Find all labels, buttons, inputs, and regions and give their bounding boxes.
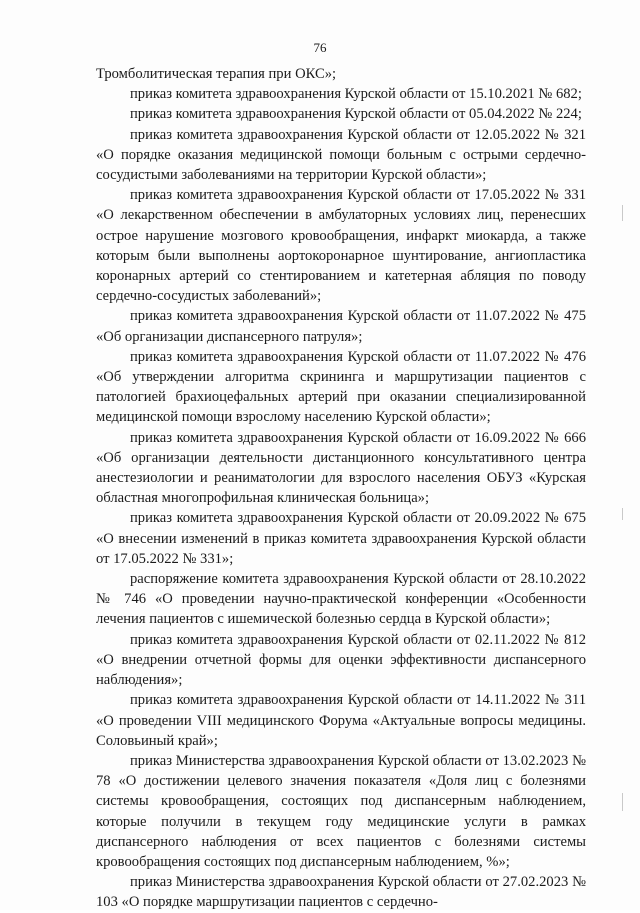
paragraph-order-675: приказ комитета здравоохранения Курской области от 20.09.2022 № 675 «О внесении изменений в приказ комитета здравоохранения Курской области от 17.05.2022 № 331»;	[96, 510, 586, 567]
paragraph-continuation: Тромболитическая терапия при ОКС»;	[96, 66, 337, 82]
paragraph-order-475: приказ комитета здравоохранения Курской области от 11.07.2022 № 475 «Об организации диспансерного патруля»;	[96, 308, 586, 345]
paragraph-order-682: приказ комитета здравоохранения Курской области от 15.10.2021 № 682;	[130, 86, 582, 103]
paragraph-order-78: приказ Министерства здравоохранения Курской области от 13.02.2023 № 78 «О достижении целевого значения показателя «Доля лиц с болезнями системы кровообращения, состоящих под диспансерным наблюдением, которые получили в текущем году медицинские услуги в рамках диспансерного наблюдения от всех пациентов с болезнями системы кровообращения состоящих под диспансерным наблюдением, %»;	[96, 752, 586, 870]
paragraph-decree-746: распоряжение комитета здравоохранения Курской области от 28.10.2022 № 746 «О проведении научно-практической конференции «Особенности лечения пациентов с ишемической болезнью сердца в Курской области»;	[96, 571, 586, 628]
paragraph-order-103: приказ Министерства здравоохранения Курской области от 27.02.2023 № 103 «О порядке маршрутизации пациентов с сердечно-	[96, 874, 586, 911]
paragraph-order-321: приказ комитета здравоохранения Курской области от 12.05.2022 № 321 «О порядке оказания медицинской помощи больным с острыми сердечно-сосудистыми заболеваниями на территории Курской области»;	[96, 126, 586, 184]
paragraph-order-476: приказ комитета здравоохранения Курской области от 11.07.2022 № 476 «Об утверждении алгоритма скрининга и маршрутизации пациентов с патологией брахиоцефальных артерий при оказании специализированной медицинской помощи взрослому населению Курской области»;	[96, 348, 586, 426]
paragraph-order-311: приказ комитета здравоохранения Курской области от 14.11.2022 № 311 «О проведении VIII медицинского Форума «Актуальные вопросы медицины. Соловьиный край»;	[96, 692, 586, 749]
document-body	[96, 64, 586, 913]
scan-artifact-line	[622, 205, 623, 221]
paragraph-order-331: приказ комитета здравоохранения Курской области от 17.05.2022 № 331 «О лекарственном обеспечении в амбулаторных условиях лиц, перенесших острое нарушение мозгового кровообращения, инфаркт миокарда, а также которым были выполнены аортокоронарное шунтирование, ангиопластика коронарных артерий со стентированием и катетерная абляция по поводу сердечно-сосудистых заболеваний»;	[96, 187, 586, 305]
paragraph-order-224: приказ комитета здравоохранения Курской области от 05.04.2022 № 224;	[130, 106, 582, 123]
scan-artifact-line	[622, 508, 623, 520]
page-number: 76	[313, 40, 327, 55]
paragraph-order-666: приказ комитета здравоохранения Курской области от 16.09.2022 № 666 «Об организации деятельности дистанционного консультативного центра анестезиологии и реаниматологии для взрослого населения ОБУЗ «Курская областная многопрофильная клиническая больница»;	[96, 429, 586, 507]
scan-artifact-line	[622, 793, 623, 811]
paragraph-order-812: приказ комитета здравоохранения Курской области от 02.11.2022 № 812 «О внедрении отчетной формы для оценки эффективности диспансерного наблюдения»;	[96, 631, 586, 689]
